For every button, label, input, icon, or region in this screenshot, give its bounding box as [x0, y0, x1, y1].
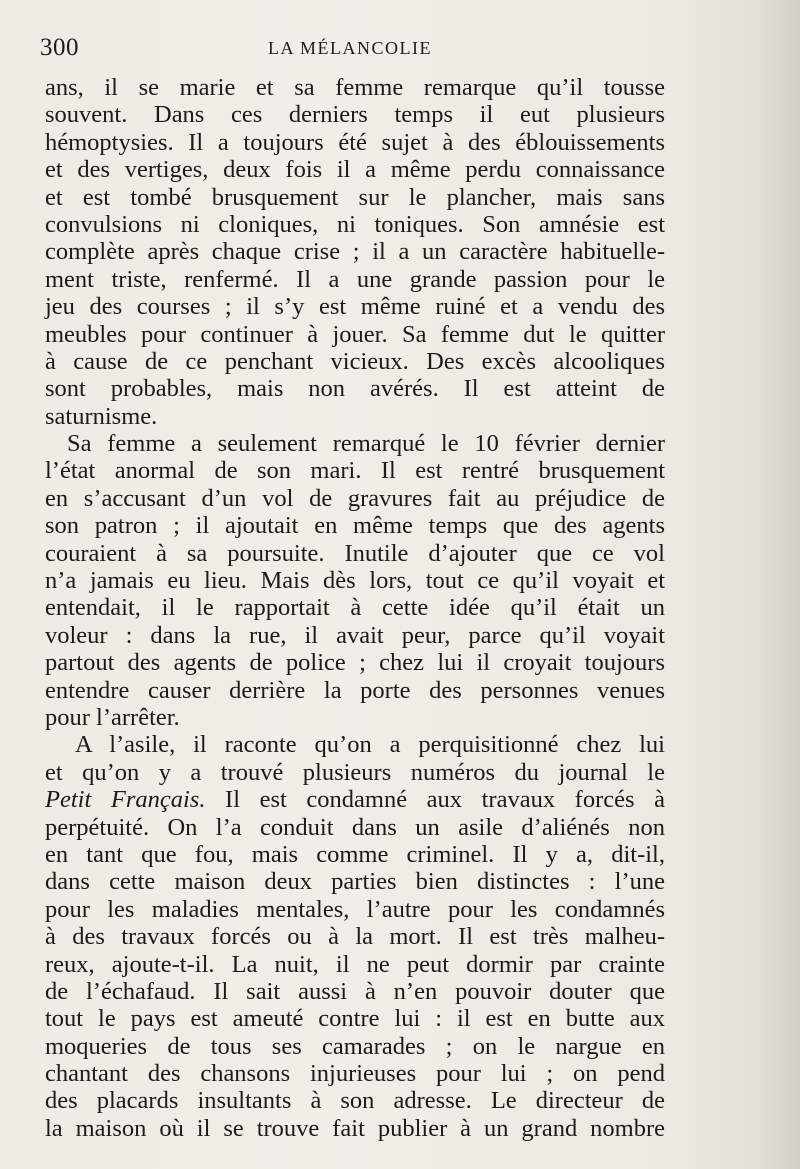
text-line: couraient à sa poursuite. Inutile d’ajouter que ce vol [45, 539, 665, 567]
text-line: voleur : dans la rue, il avait peur, parce qu’il voyait [45, 621, 665, 649]
text-line: la maison où il se trouve fait publier à un grand nombre [45, 1114, 665, 1142]
running-head [40, 34, 670, 64]
text-line: des placards insultants à son adresse. Le directeur de [45, 1087, 665, 1115]
journal-title-italic: Petit Français. [45, 786, 206, 814]
text-line: meubles pour continuer à jouer. Sa femme dut le quitter [45, 320, 665, 348]
text-line: saturnisme. [45, 402, 158, 430]
text-line: l’état anormal de son mari. Il est rentré brusquement [45, 457, 665, 485]
text-line: convulsions ni cloniques, ni toniques. Son amnésie est [45, 210, 665, 238]
text-line: pour l’arrêter. [45, 703, 180, 731]
text-line: perpétuité. On l’a conduit dans un asile d’aliénés non [45, 813, 665, 841]
text-line: complète après chaque crise ; il a un caractère habituelle- [45, 238, 665, 266]
text-line: et est tombé brusquement sur le plancher, mais sans [45, 183, 665, 211]
text-line: et qu’on y a trouvé plusieurs numéros du journal le [45, 758, 665, 786]
text-line: moqueries de tous ses camarades ; on le nargue en [45, 1032, 665, 1060]
text-line: pour les maladies mentales, l’autre pour les condamnés [45, 895, 665, 923]
text-line: n’a jamais eu lieu. Mais dès lors, tout ce qu’il voyait et [45, 567, 665, 595]
text-line-remainder: Il est condamné aux travaux forcés à [205, 786, 665, 814]
text-line: son patron ; il ajoutait en même temps que des agents [45, 512, 665, 540]
text-line: en s’accusant d’un vol de gravures fait au préjudice de [45, 484, 665, 512]
text-line: à des travaux forcés ou à la mort. Il est très malheu- [45, 923, 665, 951]
text-line: hémoptysies. Il a toujours été sujet à des éblouissements [45, 128, 665, 156]
text-line-with-italic [45, 786, 665, 813]
text-line: ment triste, renfermé. Il a une grande passion pour le [45, 265, 665, 293]
paragraph-first-line: A l’asile, il raconte qu’on a perquisitionné chez lui [75, 731, 665, 759]
text-line: partout des agents de police ; chez lui il croyait toujours [45, 649, 665, 677]
text-line: de l’échafaud. Il sait aussi à n’en pouvoir douter que [45, 977, 665, 1005]
body-text [45, 74, 665, 1142]
text-line: tout le pays est ameuté contre lui : il est en butte aux [45, 1005, 665, 1033]
page-edge-shadow [760, 0, 800, 1169]
running-title: LA MÉLANCOLIE [268, 38, 432, 58]
text-line: chantant des chansons injurieuses pour lui ; on pend [45, 1060, 665, 1088]
text-line: reux, ajoute-t-il. La nuit, il ne peut dormir par crainte [45, 950, 665, 978]
text-line: entendre causer derrière la porte des personnes venues [45, 676, 665, 704]
page-number: 300 [40, 34, 79, 61]
text-line: souvent. Dans ces derniers temps il eut plusieurs [45, 101, 665, 129]
paragraph-first-line: Sa femme a seulement remarqué le 10 février dernier [67, 430, 665, 458]
text-line: jeu des courses ; il s’y est même ruiné et a vendu des [45, 293, 665, 321]
text-line: entendait, il le rapportait à cette idée qu’il était un [45, 594, 665, 622]
text-line: à cause de ce penchant vicieux. Des excès alcooliques [45, 347, 665, 375]
text-line: ans, il se marie et sa femme remarque qu’il tousse [45, 74, 665, 101]
text-line: et des vertiges, deux fois il a même perdu connaissance [45, 156, 665, 184]
text-line: dans cette maison deux parties bien distinctes : l’une [45, 868, 665, 896]
text-line: sont probables, mais non avérés. Il est atteint de [45, 375, 665, 403]
text-line: en tant que fou, mais comme criminel. Il y a, dit-il, [45, 840, 665, 868]
